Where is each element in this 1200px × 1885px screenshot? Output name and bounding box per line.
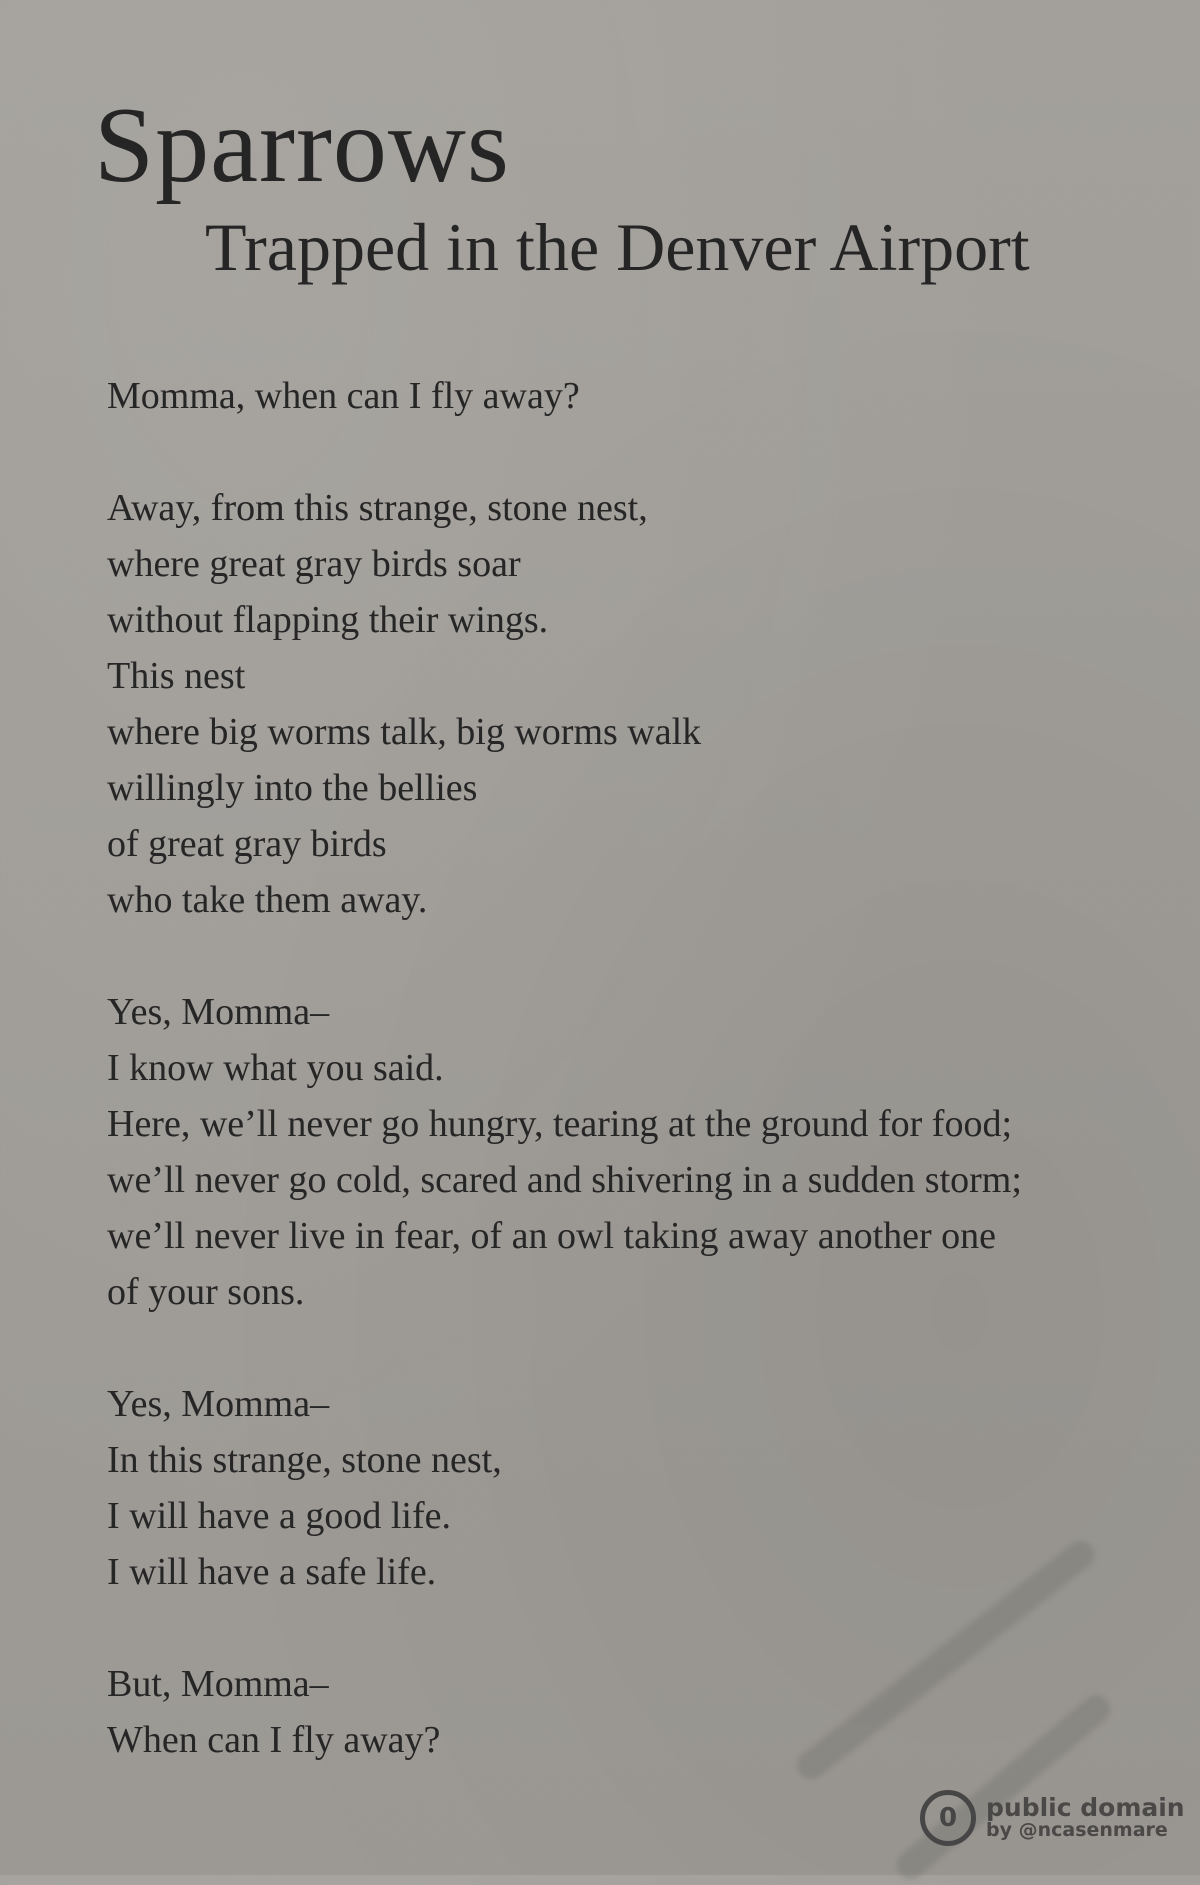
poem-subtitle: Trapped in the Denver Airport bbox=[205, 209, 1030, 285]
poem-line: Here, we’ll never go hungry, tearing at the ground for food; bbox=[107, 1103, 1013, 1145]
poem-line: When can I fly away? bbox=[107, 1719, 441, 1761]
license-label: public domain bbox=[986, 1792, 1185, 1822]
stanza-4 bbox=[107, 1376, 1147, 1600]
poem-title: Sparrows bbox=[94, 86, 510, 205]
stanza-3 bbox=[107, 984, 1147, 1320]
poem-line: of great gray birds bbox=[107, 823, 387, 865]
poem-line: we’ll never live in fear, of an owl taking away another one bbox=[107, 1215, 997, 1257]
poem-line: who take them away. bbox=[107, 879, 428, 921]
poem-line: willingly into the bellies bbox=[107, 767, 478, 809]
license-badge bbox=[920, 1790, 1185, 1846]
poem-line: of your sons. bbox=[107, 1271, 305, 1313]
poem-line: But, Momma– bbox=[107, 1663, 329, 1705]
poem-line: we’ll never go cold, scared and shivering in a sudden storm; bbox=[107, 1159, 1022, 1201]
stanza-2 bbox=[107, 480, 1147, 928]
poem-line: This nest bbox=[107, 655, 246, 697]
poem-line: Away, from this strange, stone nest, bbox=[107, 487, 648, 529]
public-domain-icon: 0 bbox=[920, 1790, 976, 1846]
poem-line: Yes, Momma– bbox=[107, 991, 330, 1033]
poem-line: where great gray birds soar bbox=[107, 543, 521, 585]
poem-line: Yes, Momma– bbox=[107, 1383, 330, 1425]
poem-line: Momma, when can I fly away? bbox=[107, 375, 580, 417]
poem-line: I will have a safe life. bbox=[107, 1551, 437, 1593]
poem-body bbox=[107, 368, 1147, 1824]
poem-line: I will have a good life. bbox=[107, 1495, 452, 1537]
license-text bbox=[986, 1792, 1185, 1842]
poem-line: I know what you said. bbox=[107, 1047, 444, 1089]
poem-line: where big worms talk, big worms walk bbox=[107, 711, 702, 753]
stanza-5 bbox=[107, 1656, 1147, 1768]
poem-line: In this strange, stone nest, bbox=[107, 1439, 502, 1481]
stanza-1 bbox=[107, 368, 1147, 424]
author-attribution: by @ncasenmare bbox=[986, 1819, 1168, 1842]
poem-line: without flapping their wings. bbox=[107, 599, 549, 641]
